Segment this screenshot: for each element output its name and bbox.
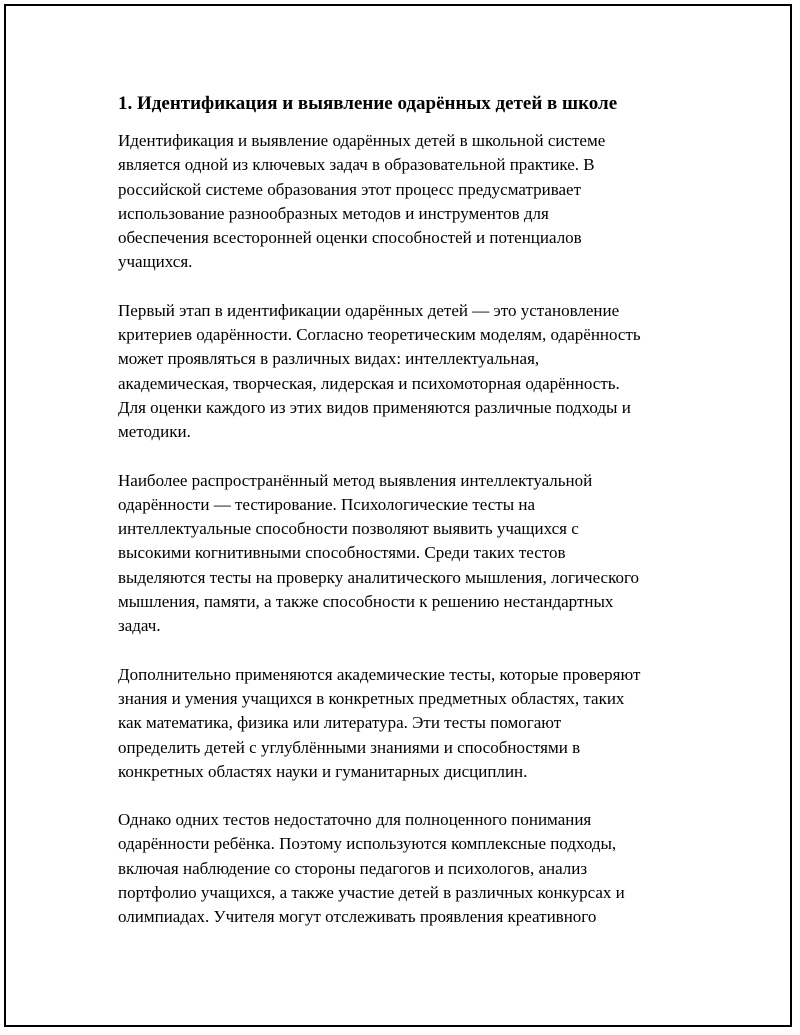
text-line: Наиболее распространённый метод выявления интеллектуальной (118, 470, 593, 490)
text-line: высокими когнитивными способностями. Среди таких тестов (118, 543, 566, 563)
text-line: Для оценки каждого из этих видов применяются различные подходы и (118, 397, 631, 417)
text-line: включая наблюдение со стороны педагогов и психологов, анализ (118, 858, 588, 878)
paragraph-list (118, 129, 698, 930)
section-heading: 1. Идентификация и выявление одарённых детей в школе (118, 93, 618, 114)
text-line: Дополнительно применяются академические тесты, которые проверяют (118, 664, 641, 684)
text-line: Первый этап в идентификации одарённых детей — это установление (118, 300, 620, 320)
paragraph-5 (118, 808, 698, 929)
text-line: как математика, физика или литература. Эти тесты помогают (118, 713, 562, 733)
text-line: определить детей с углублёнными знаниями и способностями в (118, 737, 581, 757)
paragraph-1 (118, 129, 698, 275)
paragraph-4 (118, 663, 698, 784)
paragraph-2 (118, 299, 698, 445)
text-line: одарённости — тестирование. Психологические тесты на (118, 494, 536, 514)
text-line: является одной из ключевых задач в образовательной практике. В (118, 155, 595, 175)
document-body (118, 92, 698, 954)
text-line: критериев одарённости. Согласно теоретическим моделям, одарённость (118, 325, 641, 345)
text-line: учащихся. (118, 252, 193, 272)
text-line: олимпиадах. Учителя могут отслеживать проявления креативного (118, 907, 597, 927)
text-line: конкретных областях науки и гуманитарных дисциплин. (118, 761, 528, 781)
text-line: обеспечения всесторонней оценки способностей и потенциалов (118, 228, 582, 248)
text-line: использование разнообразных методов и инструментов для (118, 203, 549, 223)
text-line: может проявляться в различных видах: интеллектуальная, (118, 349, 540, 369)
text-line: знания и умения учащихся в конкретных предметных областях, таких (118, 688, 625, 708)
text-line: мышления, памяти, а также способности к решению нестандартных (118, 592, 614, 612)
text-line: портфолио учащихся, а также участие детей в различных конкурсах и (118, 883, 625, 903)
text-line: Однако одних тестов недостаточно для полноценного понимания (118, 810, 592, 830)
text-line: одарённости ребёнка. Поэтому используются комплексные подходы, (118, 834, 617, 854)
text-line: интеллектуальные способности позволяют выявить учащихся с (118, 519, 579, 539)
text-line: Идентификация и выявление одарённых детей в школьной системе (118, 131, 606, 150)
text-line: методики. (118, 422, 191, 442)
text-line: российской системе образования этот процесс предусматривает (118, 179, 582, 199)
text-line: задач. (118, 616, 161, 636)
text-line: выделяются тесты на проверку аналитического мышления, логического (118, 567, 640, 587)
text-line: академическая, творческая, лидерская и психомоторная одарённость. (118, 373, 620, 393)
paragraph-3 (118, 469, 698, 639)
